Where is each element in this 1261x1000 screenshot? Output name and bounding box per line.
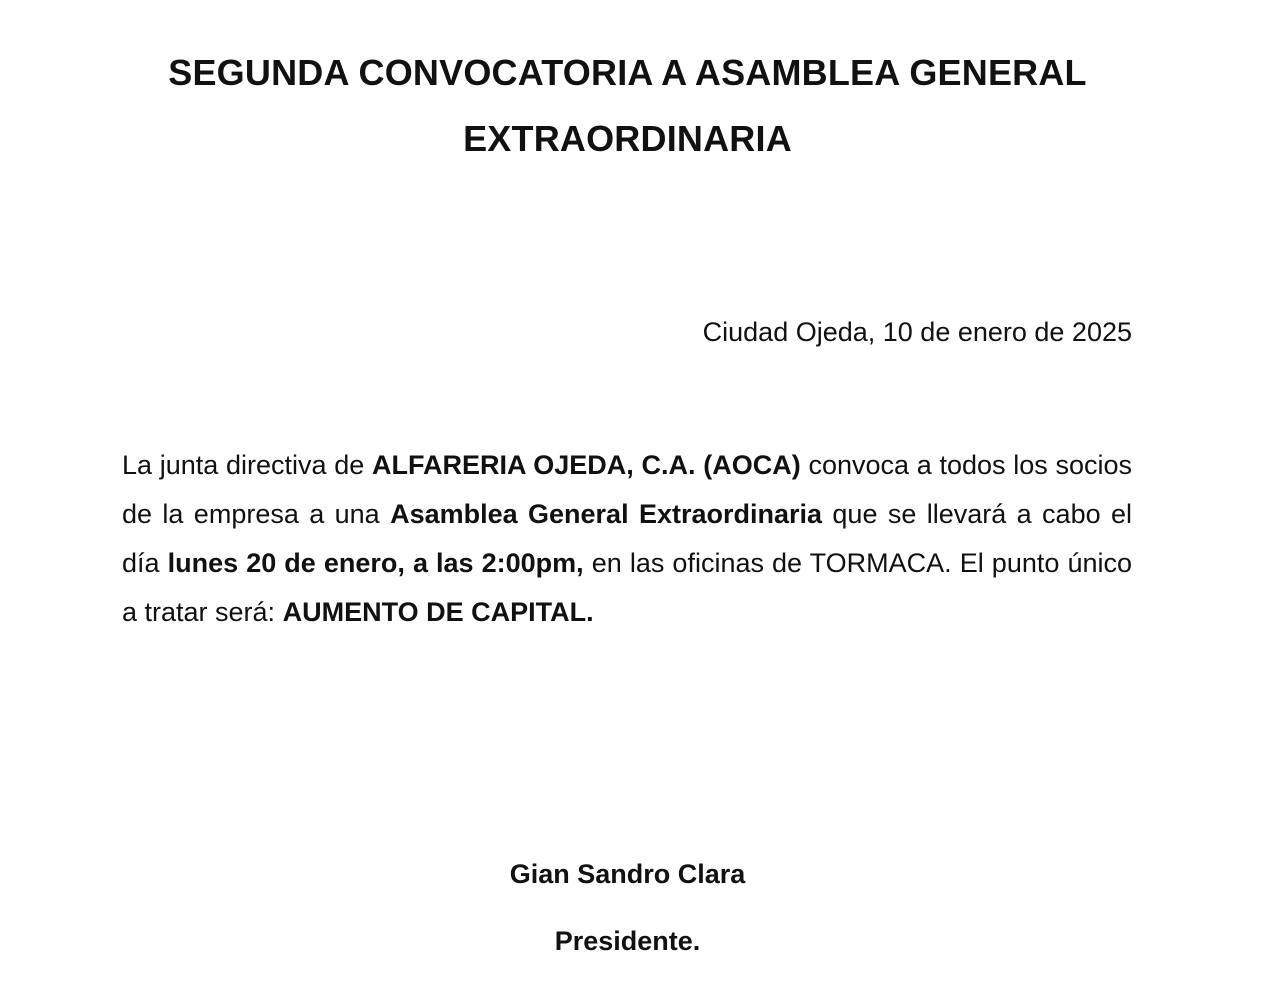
body-paragraph xyxy=(122,441,1132,637)
body-text-part-1: La junta directiva de xyxy=(122,450,373,480)
meeting-type: Asamblea General Extraordinaria xyxy=(390,499,823,529)
meeting-datetime: lunes 20 de enero, a las 2:00pm, xyxy=(167,548,584,578)
document-title: SEGUNDA CONVOCATORIA A ASAMBLEA GENERAL EXTRAORDINARIA xyxy=(168,52,1087,159)
signature-role: Presidente. xyxy=(554,926,701,956)
meeting-topic: AUMENTO DE CAPITAL. xyxy=(282,597,594,627)
company-name: ALFARERIA OJEDA, C.A. (AOCA) xyxy=(372,450,801,480)
body-text-part-4: en las oficinas de TORMACA. El punto único a tratar será: xyxy=(122,548,1132,627)
date-line: Ciudad Ojeda, 10 de enero de 2025 xyxy=(702,317,1132,347)
body-text-part-3: que se llevará a cabo el día xyxy=(122,499,1132,578)
body-text-part-2: convoca a todos los socios de la empresa a una xyxy=(122,450,1132,529)
signature-name: Gian Sandro Clara xyxy=(509,859,746,889)
